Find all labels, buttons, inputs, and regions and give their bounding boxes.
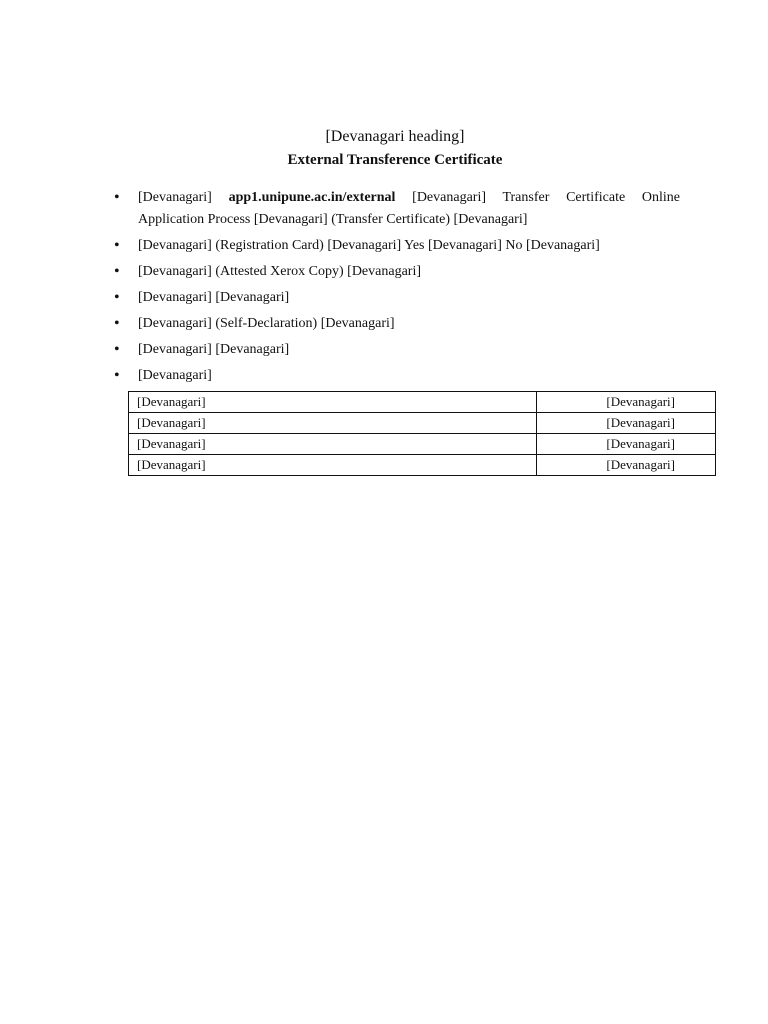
fee-table [128,391,716,476]
table-row [129,413,716,434]
table-row [129,392,716,413]
item-tail: [Devanagari] [215,290,290,305]
item-mid: (Attested Xerox Copy) [215,264,344,279]
fee-label: [Devanagari] [129,434,537,455]
item-lead: [Devanagari] [138,238,212,253]
list-item [110,261,680,283]
document-page [110,128,680,476]
bullet-icon: • [114,289,120,306]
list-item [110,287,680,309]
fee-amount: [Devanagari] [537,434,716,455]
list-item [110,235,680,257]
item-mid: (Self-Declaration) [215,316,318,331]
fee-amount: [Devanagari] [537,455,716,476]
list-item [110,187,680,231]
item-lead: [Devanagari] [138,342,212,357]
item-lead: [Devanagari] [138,316,212,331]
item-tail: [Devanagari] [347,264,421,279]
fee-amount: [Devanagari] [537,392,716,413]
bullet-icon: • [114,367,120,384]
list-item [110,365,680,387]
page-title-english: External Transference Certificate [287,152,503,168]
bullet-icon: • [114,263,120,280]
table-row [129,434,716,455]
item-lead: [Devanagari] [138,368,212,383]
bullet-icon: • [114,237,120,254]
fee-amount: [Devanagari] [537,413,716,434]
item-tail: [Devanagari] [320,316,395,331]
fee-label: [Devanagari] [129,392,537,413]
item-lead: [Devanagari] [138,264,212,279]
bullet-icon: • [114,315,120,332]
bullet-icon: • [114,189,120,206]
list-item [110,313,680,335]
list-item [110,339,680,361]
table-row [129,455,716,476]
item-lead: [Devanagari] [138,290,212,305]
fee-label: [Devanagari] [129,455,537,476]
fee-label: [Devanagari] [129,413,537,434]
item-tail: [Devanagari] (Transfer Certificate) [Devanagari] [253,212,528,227]
item-url: app1.unipune.ac.in/external [228,190,396,205]
item-tail: [Devanagari] [525,238,600,253]
page-title-native: [Devanagari heading] [325,128,465,145]
item-tail: [Devanagari] [215,342,290,357]
item-mid: [Devanagari] Transfer Certificate Online Application Process [138,190,680,227]
bullet-icon: • [114,341,120,358]
instructions-list [110,187,680,387]
item-mid: (Registration Card) [Devanagari] Yes [Devanagari] No [215,238,523,253]
item-lead: [Devanagari] [138,190,212,205]
